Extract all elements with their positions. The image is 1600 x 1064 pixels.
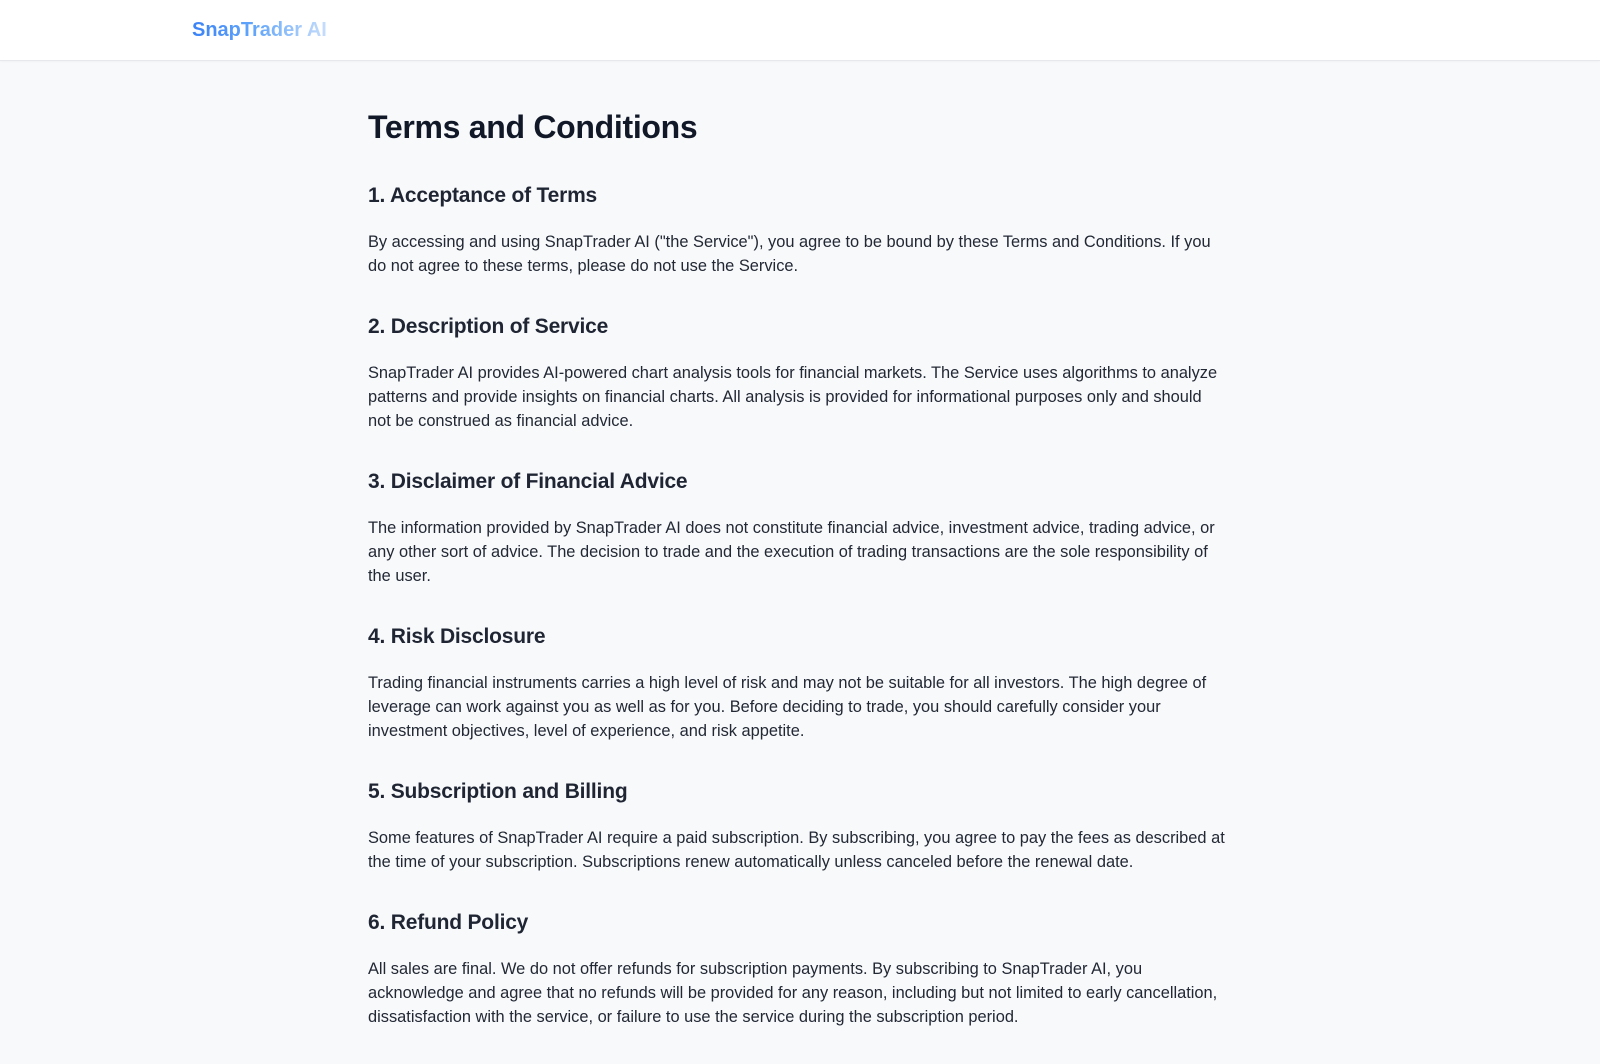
- section-refund-policy: [368, 909, 1228, 1029]
- section-heading: 4. Risk Disclosure: [368, 625, 546, 648]
- section-acceptance-of-terms: [368, 182, 1228, 278]
- section-body: Some features of SnapTrader AI require a paid subscription. By subscribing, you agree to pay the fees as described at the time of your subscription. Subscriptions renew automatically unless canceled before the renewal date.: [368, 829, 1225, 871]
- section-body: By accessing and using SnapTrader AI ("the Service"), you agree to be bound by these Terms and Conditions. If you do not agree to these terms, please do not use the Service.: [368, 233, 1211, 275]
- section-heading: 3. Disclaimer of Financial Advice: [368, 470, 688, 493]
- brand-logo-link[interactable]: SnapTrader AI: [192, 16, 327, 44]
- top-navigation-bar: [0, 0, 1600, 61]
- terms-content: [368, 105, 1228, 1064]
- section-description-of-service: [368, 313, 1228, 433]
- section-disclaimer-of-financial-advice: [368, 468, 1228, 588]
- section-body: The information provided by SnapTrader AI does not constitute financial advice, investment advice, trading advice, or any other sort of advice. The decision to trade and the execution of trading transactions are the sole responsibility of the user.: [368, 519, 1215, 585]
- section-heading: 2. Description of Service: [368, 315, 609, 338]
- section-body: All sales are final. We do not offer refunds for subscription payments. By subscribing to SnapTrader AI, you acknowledge and agree that no refunds will be provided for any reason, including but not limited to early cancellation, dissatisfaction with the service, or failure to use the service during the subscription period.: [368, 960, 1218, 1026]
- section-risk-disclosure: [368, 623, 1228, 743]
- page-title: Terms and Conditions: [368, 109, 698, 145]
- section-body: SnapTrader AI provides AI-powered chart analysis tools for financial markets. The Service uses algorithms to analyze patterns and provide insights on financial charts. All analysis is provided for informational purposes only and should not be construed as financial advice.: [368, 364, 1218, 430]
- section-heading: 6. Refund Policy: [368, 911, 529, 934]
- section-body: Trading financial instruments carries a high level of risk and may not be suitable for all investors. The high degree of leverage can work against you as well as for you. Before deciding to trade, you should carefully consider your investment objectives, level of experience, and risk appetite.: [368, 674, 1207, 740]
- section-heading: 5. Subscription and Billing: [368, 780, 628, 803]
- section-subscription-and-billing: [368, 778, 1228, 874]
- section-heading: 1. Acceptance of Terms: [368, 184, 598, 207]
